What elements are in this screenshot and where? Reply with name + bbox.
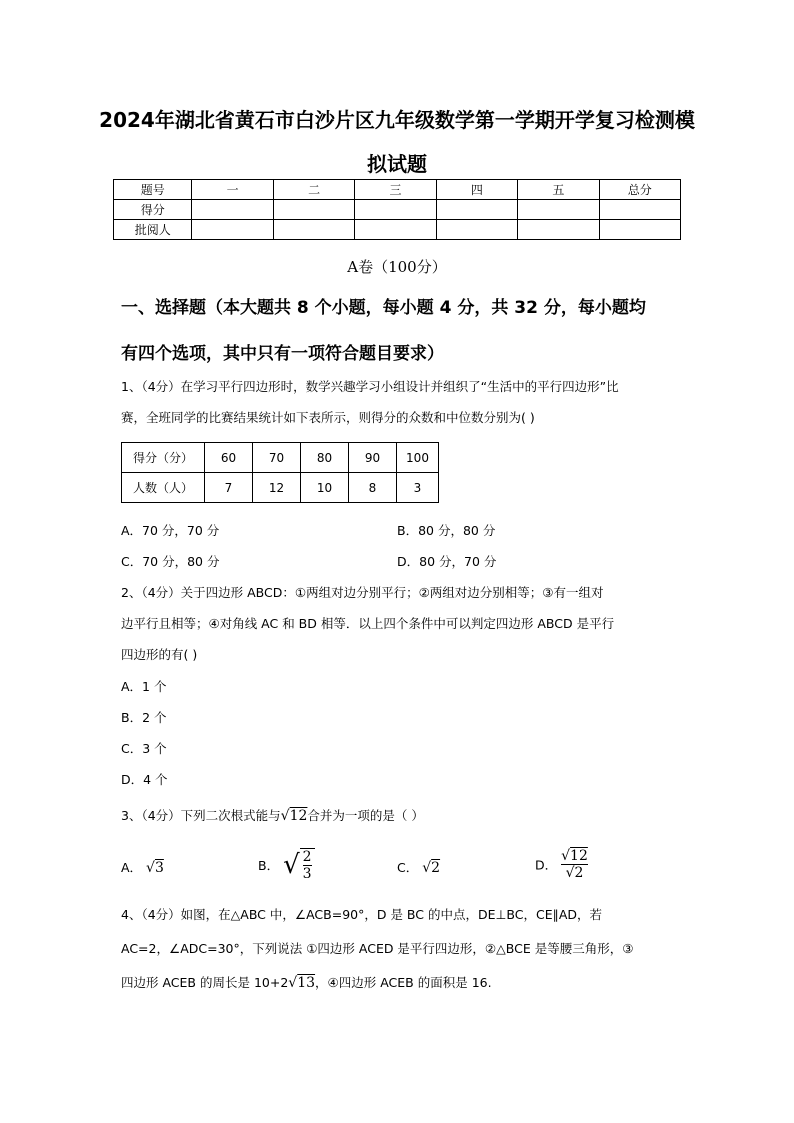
- section-heading-line2: 有四个选项，其中只有一项符合题目要求）: [121, 344, 444, 364]
- question-3-prefix: 3、（4分）下列二次根式能与: [121, 808, 281, 823]
- q3-option-d: [535, 848, 588, 881]
- score-cell: [599, 200, 680, 220]
- question-3: [121, 805, 424, 827]
- score-header-cell: 五: [518, 180, 599, 200]
- radicand: 2: [574, 865, 584, 881]
- denominator: √2: [565, 865, 584, 881]
- score-header-cell: 三: [355, 180, 436, 200]
- q1-option-d: D．80 分，70 分: [397, 554, 497, 569]
- q1-option-a: A．70 分，70 分: [121, 523, 220, 538]
- score-cell: [436, 220, 517, 240]
- fraction-sqrt12-sqrt2: [561, 848, 588, 881]
- question-4-line3-post: ，④四边形 ACEB 的面积是 16.: [315, 975, 492, 990]
- question-1-line2: 赛，全班同学的比赛结果统计如下表所示，则得分的众数和中位数分别为( ): [121, 410, 535, 425]
- q3-option-a: [121, 858, 164, 876]
- score-cell: [518, 220, 599, 240]
- section-heading: [121, 285, 681, 377]
- radicand: 2: [431, 860, 441, 876]
- q1-table-row: [122, 443, 439, 473]
- doc-title-line2: 拟试题: [367, 152, 427, 176]
- score-cell: [192, 220, 273, 240]
- score-header-cell: 一: [192, 180, 273, 200]
- question-1-line1: 1、（4分）在学习平行四边形时，数学兴趣学习小组设计并组织了“生活中的平行四边形”比: [121, 379, 619, 394]
- sqrt-13: √13: [288, 975, 316, 991]
- q1-table-cell: 12: [253, 473, 301, 503]
- radicand: 12: [289, 808, 308, 824]
- score-header-cell: 总分: [599, 180, 680, 200]
- radicand: 3: [154, 860, 164, 876]
- question-4-line1: 4、（4分）如图，在△ABC 中，∠ACB=90°，D 是 BC 的中点，DE⊥BC，CE∥AD，若: [121, 907, 603, 922]
- q1-table-cell: 10: [301, 473, 349, 503]
- option-label: B．: [258, 858, 280, 873]
- option-label: A．: [121, 860, 143, 875]
- option-label: D．: [535, 857, 558, 873]
- q1-table-cell: 7: [205, 473, 253, 503]
- q2-option-d: D．4 个: [121, 772, 168, 787]
- q1-table-cell: 80: [301, 443, 349, 473]
- q1-table-cell: 3: [397, 473, 439, 503]
- score-cell: [192, 200, 273, 220]
- volume-heading: A卷（100分）: [347, 258, 447, 276]
- sqrt-2: √2: [422, 860, 441, 876]
- q1-table-cell: 得分（分）: [122, 443, 205, 473]
- q3-option-c: [397, 858, 440, 876]
- question-2: [121, 577, 681, 670]
- score-table-row: [114, 220, 681, 240]
- question-4-line3-pre: 四边形 ACEB 的周长是 10+2: [121, 975, 289, 990]
- q1-table-row: [122, 473, 439, 503]
- q1-table-cell: 90: [349, 443, 397, 473]
- sqrt-3: √3: [146, 860, 164, 876]
- question-4: [121, 898, 681, 1000]
- fraction-2-3: [300, 848, 315, 882]
- q2-option-a: A．1 个: [121, 679, 167, 694]
- q3-option-b: [258, 848, 315, 882]
- radicand: 12: [570, 848, 588, 864]
- question-1: [121, 371, 681, 433]
- q1-table-cell: 60: [205, 443, 253, 473]
- q1-data-table: [121, 442, 439, 503]
- question-2-line1: 2、（4分）关于四边形 ABCD：①两组对边分别平行；②两组对边分别相等；③有一组对: [121, 585, 604, 600]
- numerator: √12: [561, 848, 588, 864]
- score-row-label: 批阅人: [114, 220, 192, 240]
- score-cell: [518, 200, 599, 220]
- numerator: 2: [302, 849, 312, 865]
- score-cell: [273, 220, 354, 240]
- q2-option-c: C．3 个: [121, 741, 167, 756]
- q1-option-c: C．70 分，80 分: [121, 554, 220, 569]
- score-cell: [436, 200, 517, 220]
- score-header-cell: 二: [273, 180, 354, 200]
- q1-table-cell: 70: [253, 443, 301, 473]
- sqrt-sign: √: [283, 850, 300, 880]
- score-table-row: [114, 200, 681, 220]
- q1-table-cell: 8: [349, 473, 397, 503]
- question-3-suffix: 合并为一项的是（ ）: [307, 808, 424, 823]
- question-2-line2: 边平行且相等；④对角线 AC 和 BD 相等．以上四个条件中可以判定四边形 ABCD 是平行: [121, 616, 615, 631]
- question-4-line2: AC=2，∠ADC=30°，下列说法 ①四边形 ACED 是平行四边形，②△BCE 是等腰三角形，③: [121, 941, 634, 956]
- score-header-cell: 题号: [114, 180, 192, 200]
- score-table: [113, 179, 681, 240]
- section-heading-line1: 一、选择题（本大题共 8 个小题，每小题 4 分，共 32 分，每小题均: [121, 298, 646, 318]
- score-header-cell: 四: [436, 180, 517, 200]
- radicand: 13: [297, 975, 316, 991]
- score-cell: [355, 200, 436, 220]
- option-label: C．: [397, 860, 419, 875]
- score-row-label: 得分: [114, 200, 192, 220]
- doc-title-line1: 2024年湖北省黄石市白沙片区九年级数学第一学期开学复习检测模: [99, 108, 695, 132]
- score-table-header: [114, 180, 681, 200]
- score-cell: [273, 200, 354, 220]
- q1-option-b: B．80 分，80 分: [397, 523, 496, 538]
- sqrt-12: √12: [280, 808, 308, 824]
- denominator: 3: [302, 866, 312, 882]
- question-4-line3: [121, 966, 681, 1000]
- q1-table-cell: 人数（人）: [122, 473, 205, 503]
- score-cell: [355, 220, 436, 240]
- q2-option-b: B．2 个: [121, 710, 167, 725]
- q1-table-cell: 100: [397, 443, 439, 473]
- score-cell: [599, 220, 680, 240]
- question-2-line3: 四边形的有( ): [121, 647, 198, 662]
